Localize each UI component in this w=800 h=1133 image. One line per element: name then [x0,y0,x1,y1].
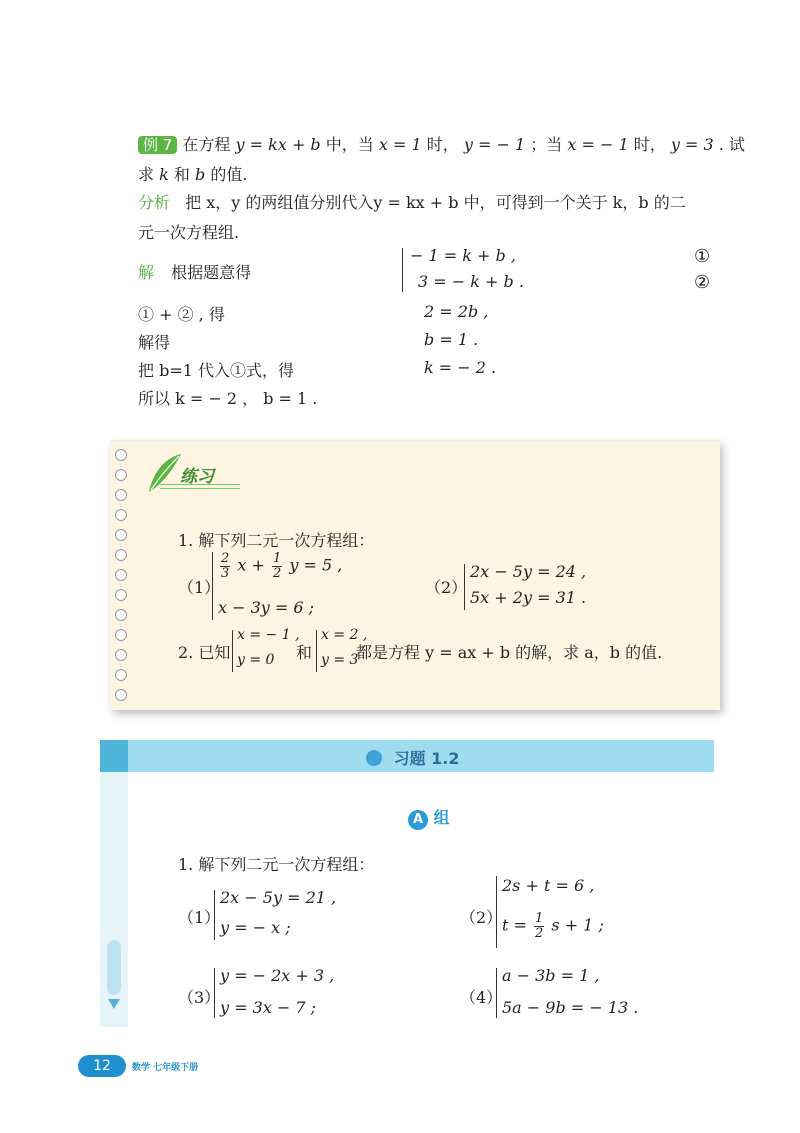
binder-ring [115,449,127,461]
system-brace [464,564,465,610]
system-brace [316,630,317,672]
exercise-title-wrap [366,746,460,769]
binder-ring [115,669,127,681]
system-brace [232,630,233,672]
exercise-header-tab [100,740,128,772]
title-underline [160,488,240,489]
binder-ring [115,689,127,701]
binder-ring [115,609,127,621]
solution-intro: 解 根据题意得 [138,263,252,282]
practice-q2-s1b: y = 0 [237,652,275,668]
practice-p1-eq1: $\frac{2}{3}$ x + $\frac{1}{2}$ y = 5 , [221,551,343,581]
step-2-eq: b = 1 . [424,330,479,349]
binder-ring [115,489,127,501]
exercise-e4-num: （4） [460,988,503,1007]
system-brace [496,968,497,1018]
exercise-e1-eq1: 2x − 5y = 21 , [220,888,337,907]
exercise-e3-num: （3） [178,988,221,1007]
practice-q2-s2a: x = 2 , [321,627,368,643]
system-brace [214,890,215,940]
analysis-line-1: 分析 把 x，y 的两组值分别代入y = kx + b 中，可得到一个关于 k，b 的二 [138,193,686,212]
exercise-e1-eq2: y = − x ; [220,918,291,937]
exercise-e4-eq1: a − 3b = 1 , [502,966,600,985]
binder-ring [115,589,127,601]
practice-q1: 1. 解下列二元一次方程组： [178,531,375,550]
practice-q2-a: 2. 已知 [178,643,231,662]
practice-q2-b: 都是方程 y = ax + b 的解，求 a，b 的值. [356,643,663,662]
binder-ring [115,569,127,581]
equation-mark-1: ① [694,246,711,267]
exercise-title: 习题 1.2 [393,749,460,768]
step-1-eq: 2 = 2b , [424,302,489,321]
exercise-e3-eq1: y = − 2x + 3 , [220,966,335,985]
practice-p2-eq2: 5x + 2y = 31 . [470,588,587,607]
example-badge: 例 7 [138,136,177,154]
exercise-e2-eq2: t = $\frac{1}{2}$ s + 1 ; [502,911,604,941]
exercise-e1-num: （1） [178,908,221,927]
conclusion: 所以 k = − 2 ， b = 1 . [138,389,318,408]
binder-ring [115,629,127,641]
book-title: 数学 七年级下册 [132,1063,199,1073]
solution-eq-2: 3 = − k + b . [418,272,524,291]
example-line-2: 求 k 和 b 的值. [138,165,248,184]
practice-p1-eq2: x − 3y = 6 ; [218,598,315,617]
system-brace [496,876,497,948]
scroll-thumb[interactable] [107,940,121,995]
practice-q2-s2b: y = 3 [321,652,359,668]
solution-label: 解 [138,263,155,282]
group-letter: A [408,810,428,830]
binder-ring [115,649,127,661]
example-line-1: 例 7 在方程 y = kx + b 中，当 x = 1 时， y = − 1 ；当 x = − 1 时， y = 3 . 试 [138,132,745,155]
exercise-e4-eq2: 5a − 9b = − 13 . [502,998,639,1017]
equation-mark-2: ② [694,272,711,293]
step-2-label: 解得 [138,333,171,352]
binder-ring [115,549,127,561]
practice-p2-eq1: 2x − 5y = 24 , [470,562,587,581]
step-1-label: ① + ② , 得 [138,305,225,324]
practice-p1-num: （1） [178,578,221,597]
analysis-label: 分析 [138,193,171,212]
binder-ring [115,509,127,521]
practice-title: 练习 [180,467,214,487]
binder-ring [115,529,127,541]
group-heading [408,805,450,830]
binder-ring [115,469,127,481]
exercise-e3-eq2: y = 3x − 7 ; [220,998,317,1017]
exercise-e2-eq1: 2s + t = 6 , [502,876,595,895]
title-underline [160,484,240,485]
exercise-q1: 1. 解下列二元一次方程组： [178,855,375,874]
group-label: 组 [433,808,450,827]
system-brace [212,552,213,620]
practice-p2-num: （2） [425,578,468,597]
globe-icon [366,750,382,766]
system-brace [214,968,215,1018]
practice-q2-and: 和 [296,643,313,662]
down-arrow-icon[interactable] [107,998,121,1010]
system-brace [402,248,403,292]
solution-eq-1: − 1 = k + b , [410,246,516,265]
practice-q2-s1a: x = − 1 , [237,627,300,643]
exercise-e2-num: （2） [460,908,503,927]
step-3-eq: k = − 2 . [424,358,497,377]
analysis-line-2: 元一次方程组. [138,223,240,242]
step-3-label: 把 b=1 代入①式，得 [138,361,295,380]
page-number: 12 [78,1055,126,1077]
